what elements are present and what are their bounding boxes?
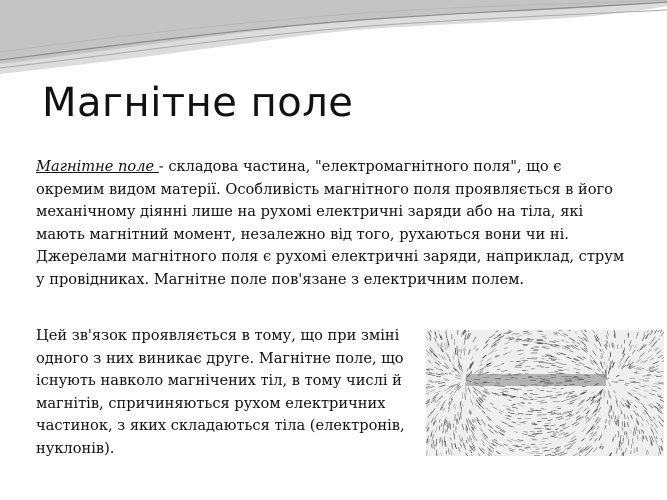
bar-magnet-shape xyxy=(466,374,606,386)
term-magnetic-field: Магнітне поле xyxy=(36,158,159,175)
definition-text: - складова частина, "електромагнітного поля", що є окремим видом матерії. Особливість магнітного поля проявляється в його механічному діянні лише на рухомі електричні заряди або на тіла, які мають магнітний момент, незалежно від того, рухаються вони чи ні. Джерелами магнітного поля є рухомі електричні заряди, наприклад, струм у провідниках. Магнітне поле пов'язане з електричним полем. xyxy=(36,158,625,288)
header-wave-decoration xyxy=(0,0,667,80)
iron-filings-magnet-image xyxy=(426,330,664,456)
slide-title: Магнітне поле xyxy=(42,80,354,126)
iron-filings-texture xyxy=(426,330,664,456)
connection-paragraph: Цей зв'язок проявляється в тому, що при зміні одного з них виникає друге. Магнітне поле, що існують навколо магнічених тіл, в тому числі й магнітів, спричиняються рухом електричних частинок, з яких складаються тіла (електронів, нуклонів). xyxy=(36,327,405,457)
definition-paragraph xyxy=(36,156,626,291)
